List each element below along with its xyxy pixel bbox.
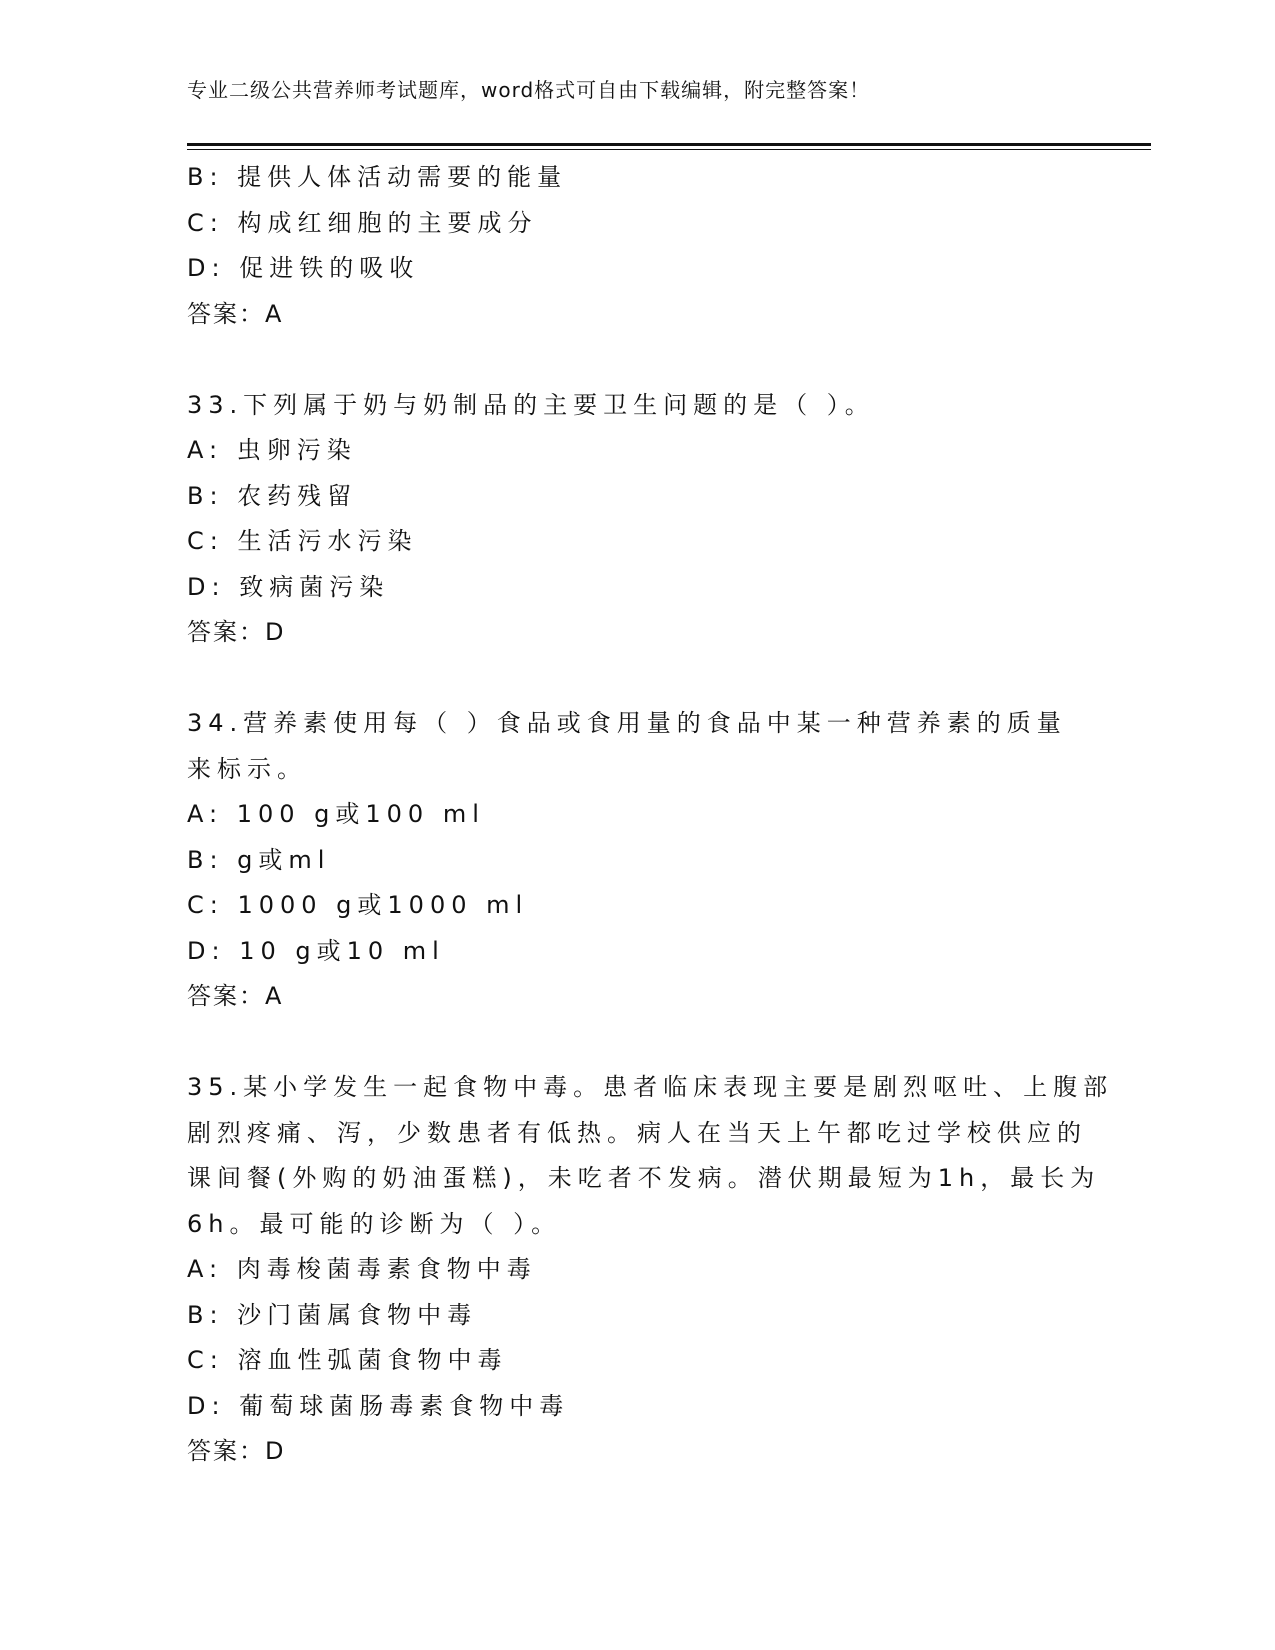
option-b: B: 农药残留 <box>187 481 358 510</box>
answer-line: 答案：D <box>187 1437 286 1465</box>
question-stem-line-2: 来标示。 <box>187 754 307 783</box>
question-stem: 33.下列属于奶与奶制品的主要卫生问题的是（ ）。 <box>187 390 875 419</box>
question-stem-line-2: 剧烈疼痛、泻，少数患者有低热。病人在当天上午都吃过学校供应的 <box>187 1118 1087 1147</box>
page-header: 专业二级公共营养师考试题库，word格式可自由下载编辑，附完整答案！ <box>187 78 871 102</box>
option-d: D: 10 g或10 ml <box>187 936 445 965</box>
option-d: D: 致病菌污染 <box>187 572 390 601</box>
question-32-continued <box>187 155 1087 337</box>
question-stem-line-1: 34.营养素使用每（ ）食品或食用量的食品中某一种营养素的质量 <box>187 709 1067 737</box>
option-c: C: 1000 g或1000 ml <box>187 891 529 919</box>
spacer <box>187 337 1087 383</box>
option-a: A: 100 g或100 ml <box>187 800 485 828</box>
question-stem-line-3: 课间餐(外购的奶油蛋糕)，未吃者不发病。潜伏期最短为1h，最长为 <box>187 1164 1101 1192</box>
option-c: C: 溶血性弧菌食物中毒 <box>187 1346 508 1374</box>
answer-line: 答案：D <box>187 618 286 646</box>
header-rule-thick <box>187 143 1151 146</box>
option-c: C: 生活污水污染 <box>187 527 418 555</box>
header-rule-thin <box>187 149 1151 150</box>
option-d: D: 促进铁的吸收 <box>187 254 420 282</box>
option-d: D: 葡萄球菌肠毒素食物中毒 <box>187 1391 570 1420</box>
option-a: A: 虫卵污染 <box>187 436 357 464</box>
answer-line: 答案：A <box>187 982 284 1010</box>
answer-line: 答案：A <box>187 299 284 328</box>
option-b: B: 沙门菌属食物中毒 <box>187 1300 478 1329</box>
question-33 <box>187 383 1087 656</box>
spacer <box>187 1020 1087 1066</box>
option-a: A: 肉毒梭菌毒素食物中毒 <box>187 1255 537 1283</box>
question-34 <box>187 701 1087 1020</box>
question-35 <box>187 1065 1114 1475</box>
question-stem-line-1: 35.某小学发生一起食物中毒。患者临床表现主要是剧烈呕吐、上腹部 <box>187 1073 1114 1101</box>
option-b: B: 提供人体活动需要的能量 <box>187 163 568 191</box>
document-body <box>187 155 1114 1475</box>
option-b: B: g或ml <box>187 845 331 874</box>
spacer <box>187 656 1087 702</box>
option-c: C: 构成红细胞的主要成分 <box>187 208 538 237</box>
question-stem-line-4: 6h。最可能的诊断为（ ）。 <box>187 1209 562 1238</box>
